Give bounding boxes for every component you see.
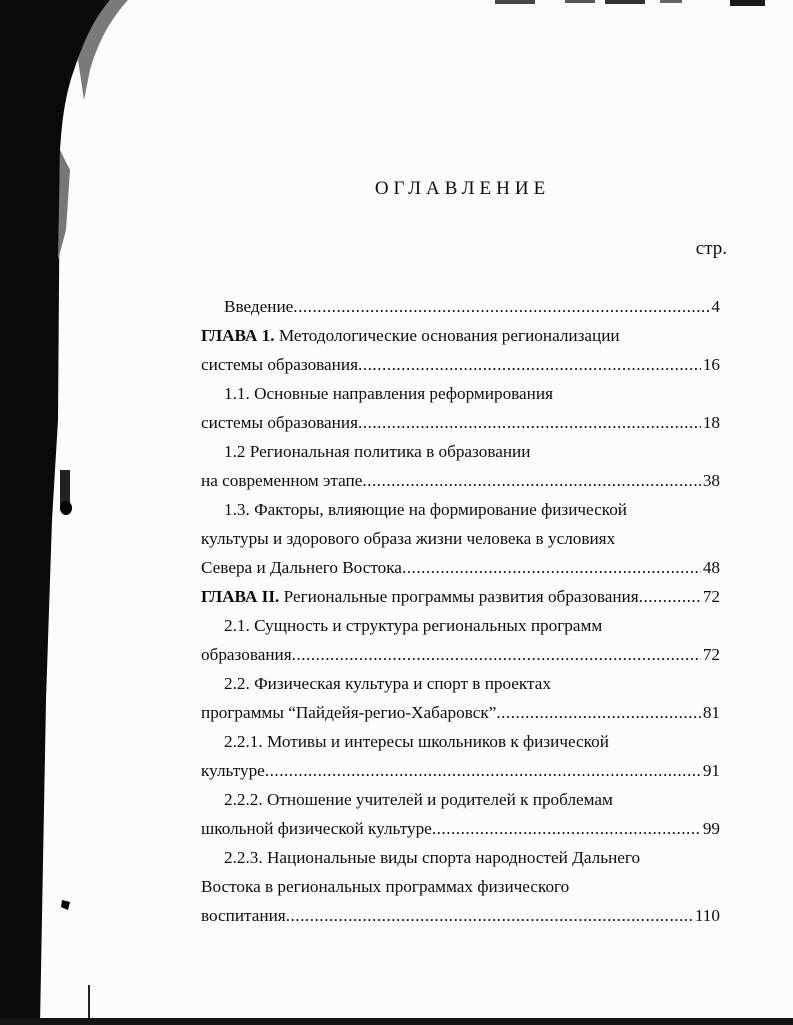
dot-leader [639,582,701,611]
toc-entry-title: воспитания [201,906,286,925]
toc-entry [201,727,720,785]
toc-entry [201,785,720,843]
toc-line [201,466,720,495]
toc-page-number: 38 [702,471,720,490]
toc-entry [201,321,720,379]
dot-leader [432,814,701,843]
toc-line [201,582,720,611]
dot-leader [362,466,700,495]
toc-page-number: 110 [694,906,720,925]
toc-line [201,350,720,379]
page-column-label: стр. [695,238,727,259]
toc-line [201,785,720,814]
toc-entry-title: культуры и здорового образа жизни человека в условиях [201,529,616,548]
toc-page-number: 16 [702,355,720,374]
page-title: ОГЛАВЛЕНИЕ [374,178,551,199]
toc-line [201,872,720,901]
toc-entry-title: на современном этапе [201,471,363,490]
dot-leader [293,292,709,321]
toc-entry-title: системы образования [201,355,358,374]
toc-line [201,843,720,872]
toc-page-number: 72 [702,645,720,664]
toc-entry-text [201,901,286,930]
toc-entry [201,292,720,321]
toc-entry-text [201,582,639,611]
toc-entry-title: 2.2.3. Национальные виды спорта народностей Дальнего [224,848,641,867]
toc-page-number: 72 [702,587,720,606]
toc-entry-text [224,384,553,403]
toc-line [201,756,720,785]
chapter-label: ГЛАВА II. [201,587,280,606]
dot-leader [358,408,701,437]
toc-entry-text [201,640,292,669]
toc-line [201,321,720,350]
dot-leader [496,698,700,727]
toc-entry-text [224,848,640,867]
table-of-contents [201,292,720,930]
toc-line [201,379,720,408]
toc-entry-text [201,877,569,896]
toc-page-number: 99 [702,819,720,838]
toc-entry-text [201,350,358,379]
toc-entry-title: Методологические основания регионализации [278,326,620,345]
toc-entry-text [201,814,432,843]
toc-line [201,524,720,553]
toc-entry-title: 2.2.2. Отношение учителей и родителей к проблемам [224,790,613,809]
toc-entry-text [201,553,402,582]
toc-entry-title: Востока в региональных программах физического [201,877,570,896]
toc-line [201,292,720,321]
dot-leader [402,553,701,582]
toc-page-number: 81 [702,703,720,722]
toc-entry-title: системы образования [201,413,358,432]
toc-entry-title: школьной физической культуре [201,819,432,838]
toc-line [201,727,720,756]
dot-leader [292,640,701,669]
toc-entry-text [201,756,265,785]
dot-leader [265,756,701,785]
toc-entry [201,582,720,611]
toc-entry-title: образования [201,645,292,664]
toc-entry-text [224,292,293,321]
toc-entry-text [201,408,358,437]
toc-entry-text [201,698,496,727]
toc-entry-title: 1.3. Факторы, влияющие на формирование физической [224,500,627,519]
toc-entry [201,843,720,930]
dot-leader [286,901,693,930]
toc-line [201,495,720,524]
toc-entry [201,669,720,727]
toc-entry-text [224,674,551,693]
toc-entry-text [224,442,530,461]
toc-entry-title: Региональные программы развития образования [283,587,639,606]
toc-line [201,611,720,640]
toc-page-number: 91 [702,761,720,780]
toc-entry-title: 1.2 Региональная политика в образовании [224,442,531,461]
dot-leader [358,350,701,379]
toc-line [201,814,720,843]
toc-entry-text [224,790,613,809]
toc-entry [201,611,720,669]
toc-entry [201,495,720,582]
toc-entry-text [201,466,362,495]
toc-line [201,698,720,727]
toc-line [201,640,720,669]
toc-line [201,669,720,698]
toc-line [201,408,720,437]
toc-entry-title: программы “Пайдейя-регио-Хабаровск” [201,703,497,722]
chapter-label: ГЛАВА 1. [201,326,275,345]
toc-line [201,553,720,582]
toc-entry-title: Введение [224,297,294,316]
toc-entry-text [201,326,620,345]
toc-entry [201,437,720,495]
toc-entry-title: 2.1. Сущность и структура региональных программ [224,616,603,635]
toc-entry [201,379,720,437]
toc-page-number: 18 [702,413,720,432]
toc-entry-text [224,616,602,635]
toc-entry-title: 1.1. Основные направления реформирования [224,384,553,403]
toc-line [201,901,720,930]
toc-entry-text [224,500,627,519]
toc-entry-title: 2.2.1. Мотивы и интересы школьников к физической [224,732,609,751]
toc-entry-title: Севера и Дальнего Востока [201,558,402,577]
toc-page-number: 48 [702,558,720,577]
toc-entry-text [201,529,615,548]
toc-entry-text [224,732,609,751]
toc-page-number: 4 [711,297,720,316]
toc-entry-title: культуре [201,761,265,780]
toc-line [201,437,720,466]
toc-entry-title: 2.2. Физическая культура и спорт в проектах [224,674,551,693]
